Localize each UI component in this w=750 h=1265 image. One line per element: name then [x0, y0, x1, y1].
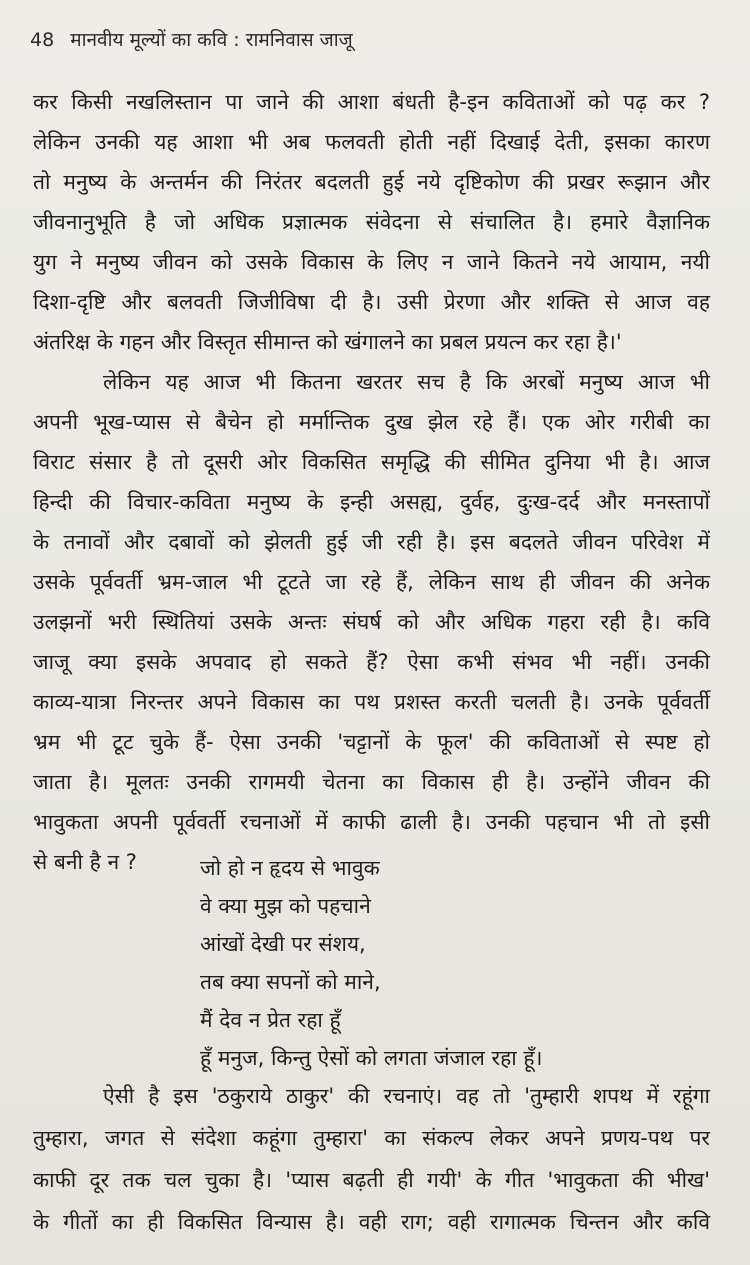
text-line: विराट संसार है तो दूसरी ओर विकसित समृद्धि की सीमित दुनिया भी है। आज — [33, 450, 710, 474]
text-line: दिशा-दृष्टि और बलवती जिजीविषा दी है। उसी प्रेरणा और शक्ति से आज वह — [33, 290, 710, 314]
text-line: जाता है। मूलतः उनकी रागमयी चेतना का विकास ही है। उन्होंने जीवन की — [33, 770, 710, 794]
text-line: काफी दूर तक चल चुका है। 'प्यास बढ़ती ही गयी' के गीत 'भावुकता की भीख' — [33, 1168, 710, 1192]
text-line: भावुकता अपनी पूर्ववर्ती रचनाओं में काफी ढाली है। उनकी पहचान भी तो इसी — [33, 810, 710, 834]
text-line: उलझनों भरी स्थितियां उसके अन्तः संघर्ष को और अधिक गहरा रही है। कवि — [33, 610, 710, 634]
verse-line: हूँ मनुज, किन्तु ऐसों को लगता जंजाल रहा हूँ। — [200, 1046, 543, 1070]
text-line: के तनावों और दबावों को झेलती हुई जी रही है। इस बदलते जीवन परिवेश में — [33, 530, 710, 554]
verse-line: वे क्या मुझ को पहचाने — [200, 894, 371, 918]
text-line: कर किसी नखलिस्तान पा जाने की आशा बंधती है-इन कविताओं को पढ़ कर ? — [33, 90, 710, 114]
text-line: अपनी भूख-प्यास से बैचेन हो मर्मान्तिक दुख झेल रहे हैं। एक ओर गरीबी का — [33, 410, 710, 434]
text-line: भ्रम भी टूट चुके हैं- ऐसा उनकी 'चट्टानों के फूल' की कविताओं से स्पष्ट हो — [33, 730, 710, 754]
text-line: लेकिन यह आज भी कितना खरतर सच है कि अरबों मनुष्य आज भी — [103, 370, 710, 394]
text-line: काव्य-यात्रा निरन्तर अपने विकास का पथ प्रशस्त करती चलती है। उनके पूर्ववर्ती — [33, 690, 710, 714]
text-line: जाजू क्या इसके अपवाद हो सकते हैं? ऐसा कभी संभव भी नहीं। उनकी — [33, 650, 710, 674]
verse-line: मैं देव न प्रेत रहा हूँ — [200, 1008, 341, 1032]
text-line: ऐसी है इस 'ठकुराये ठाकुर' की रचनाएं। वह तो 'तुम्हारी शपथ में रहूंगा — [103, 1084, 710, 1108]
text-line: तुम्हारा, जगत से संदेशा कहूंगा तुम्हारा' का संकल्प लेकर अपने प्रणय-पथ पर — [33, 1126, 710, 1150]
running-title: मानवीय मूल्यों का कवि : रामनिवास जाजू — [70, 29, 353, 51]
text-line: तो मनुष्य के अन्तर्मन की निरंतर बदलती हुई नये दृष्टिकोण की प्रखर रूझान और — [33, 170, 710, 194]
text-line: से बनी है न ? — [33, 850, 137, 874]
page-number: 48 — [30, 29, 55, 51]
text-line: उसके पूर्ववर्ती भ्रम-जाल भी टूटते जा रहे हैं, लेकिन साथ ही जीवन की अनेक — [33, 570, 710, 594]
text-line: के गीतों का ही विकसित विन्यास है। वही राग; वही रागात्मक चिन्तन और कवि — [33, 1210, 710, 1234]
text-line: जीवनानुभूति है जो अधिक प्रज्ञात्मक संवेदना से संचालित है। हमारे वैज्ञानिक — [33, 210, 710, 234]
text-line: युग ने मनुष्य जीवन को उसके विकास के लिए न जाने कितने नये आयाम, नयी — [33, 250, 710, 274]
running-header — [30, 26, 353, 52]
text-line: हिन्दी की विचार-कविता मनुष्य के इन्ही असह्य, दुर्वह, दुःख-दर्द और मनस्तापों — [33, 490, 710, 514]
verse-line: आंखों देखी पर संशय, — [200, 932, 366, 956]
verse-line: तब क्या सपनों को माने, — [200, 970, 381, 994]
text-line: अंतरिक्ष के गहन और विस्तृत सीमान्त को खंगालने का प्रबल प्रयत्न कर रहा है।' — [33, 330, 622, 354]
verse-line: जो हो न हृदय से भावुक — [200, 856, 380, 880]
text-line: लेकिन उनकी यह आशा भी अब फलवती होती नहीं दिखाई देती, इसका कारण — [33, 130, 710, 154]
